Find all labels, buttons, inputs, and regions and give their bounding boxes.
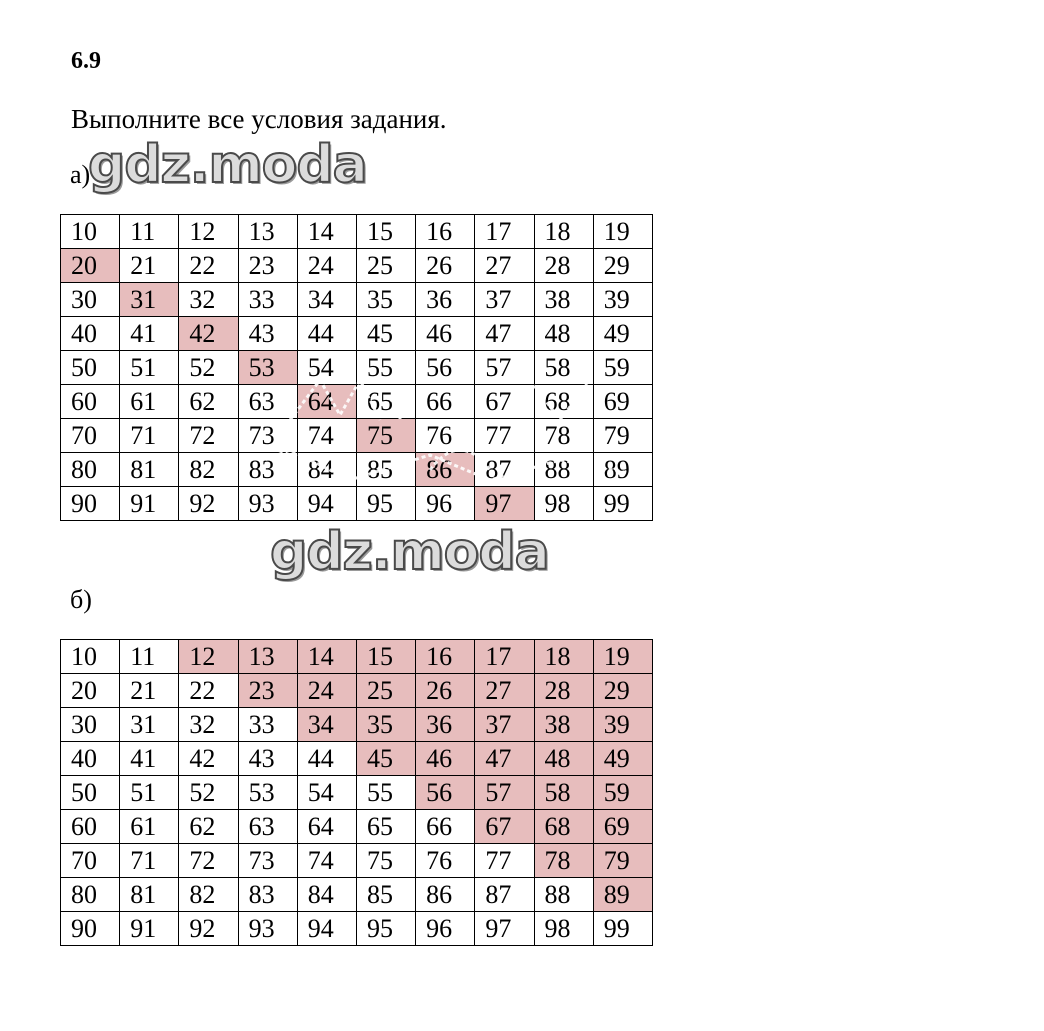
grid-cell: 37 xyxy=(475,283,534,317)
grid-cell: 49 xyxy=(593,317,652,351)
grid-cell: 53 xyxy=(238,776,297,810)
grid-cell: 52 xyxy=(179,351,238,385)
grid-cell: 15 xyxy=(356,215,415,249)
grid-row xyxy=(61,742,653,776)
grid-cell: 57 xyxy=(475,351,534,385)
grid-cell: 33 xyxy=(238,708,297,742)
grid-cell: 23 xyxy=(238,249,297,283)
grid-cell: 84 xyxy=(297,878,356,912)
grid-cell: 43 xyxy=(238,317,297,351)
grid-cell-highlighted: 15 xyxy=(356,640,415,674)
grid-cell-highlighted: 14 xyxy=(297,640,356,674)
grid-cell-highlighted: 97 xyxy=(475,487,534,521)
grid-cell: 78 xyxy=(534,419,593,453)
grid-cell: 27 xyxy=(475,249,534,283)
grid-row xyxy=(61,810,653,844)
grid-cell: 60 xyxy=(61,385,120,419)
grid-cell: 38 xyxy=(534,283,593,317)
grid-cell-highlighted: 67 xyxy=(475,810,534,844)
grid-cell-highlighted: 47 xyxy=(475,742,534,776)
grid-cell: 56 xyxy=(416,351,475,385)
grid-cell-highlighted: 23 xyxy=(238,674,297,708)
grid-cell: 29 xyxy=(593,249,652,283)
grid-cell: 18 xyxy=(534,215,593,249)
grid-cell-highlighted: 58 xyxy=(534,776,593,810)
grid-row xyxy=(61,674,653,708)
grid-cell-highlighted: 56 xyxy=(416,776,475,810)
grid-cell: 74 xyxy=(297,419,356,453)
grid-cell: 72 xyxy=(179,844,238,878)
grid-cell: 17 xyxy=(475,215,534,249)
grid-cell: 59 xyxy=(593,351,652,385)
grid-cell: 90 xyxy=(61,487,120,521)
grid-cell: 30 xyxy=(61,283,120,317)
grid-cell-highlighted: 26 xyxy=(416,674,475,708)
grid-cell-highlighted: 89 xyxy=(593,878,652,912)
grid-cell-highlighted: 39 xyxy=(593,708,652,742)
grid-cell: 21 xyxy=(120,674,179,708)
grid-cell: 63 xyxy=(238,385,297,419)
grid-cell: 80 xyxy=(61,878,120,912)
grid-cell: 71 xyxy=(120,844,179,878)
grid-cell-highlighted: 16 xyxy=(416,640,475,674)
grid-cell-highlighted: 29 xyxy=(593,674,652,708)
grid-cell-highlighted: 64 xyxy=(297,385,356,419)
grid-cell-highlighted: 18 xyxy=(534,640,593,674)
grid-cell: 82 xyxy=(179,878,238,912)
grid-cell: 10 xyxy=(61,640,120,674)
grid-cell-highlighted: 75 xyxy=(356,419,415,453)
grid-cell-highlighted: 59 xyxy=(593,776,652,810)
grid-cell: 67 xyxy=(475,385,534,419)
grid-cell: 85 xyxy=(356,878,415,912)
grid-cell: 45 xyxy=(356,317,415,351)
grid-cell: 99 xyxy=(593,912,652,946)
grid-row xyxy=(61,878,653,912)
grid-cell: 72 xyxy=(179,419,238,453)
grid-cell: 50 xyxy=(61,351,120,385)
grid-row xyxy=(61,283,653,317)
grid-cell: 85 xyxy=(356,453,415,487)
grid-cell: 51 xyxy=(120,776,179,810)
grid-cell-highlighted: 12 xyxy=(179,640,238,674)
grid-cell: 76 xyxy=(416,419,475,453)
grid-cell: 82 xyxy=(179,453,238,487)
grid-cell: 44 xyxy=(297,317,356,351)
grid-cell: 93 xyxy=(238,912,297,946)
grid-cell: 20 xyxy=(61,674,120,708)
grid-cell-highlighted: 68 xyxy=(534,810,593,844)
grid-row xyxy=(61,419,653,453)
grid-cell: 35 xyxy=(356,283,415,317)
grid-cell: 83 xyxy=(238,878,297,912)
grid-cell: 22 xyxy=(179,674,238,708)
grid-cell: 31 xyxy=(120,708,179,742)
grid-cell: 40 xyxy=(61,742,120,776)
grid-cell: 55 xyxy=(356,351,415,385)
grid-cell: 40 xyxy=(61,317,120,351)
grid-cell: 25 xyxy=(356,249,415,283)
grid-cell: 42 xyxy=(179,742,238,776)
grid-cell: 98 xyxy=(534,912,593,946)
grid-cell-highlighted: 19 xyxy=(593,640,652,674)
grid-cell: 96 xyxy=(416,912,475,946)
grid-cell: 36 xyxy=(416,283,475,317)
task-number: 6.9 xyxy=(71,48,101,74)
part-a-label: а) xyxy=(70,160,91,189)
grid-cell-highlighted: 13 xyxy=(238,640,297,674)
grid-cell-highlighted: 49 xyxy=(593,742,652,776)
grid-cell: 73 xyxy=(238,844,297,878)
grid-cell: 11 xyxy=(120,640,179,674)
grid-cell: 95 xyxy=(356,912,415,946)
grid-cell: 70 xyxy=(61,419,120,453)
grid-cell: 47 xyxy=(475,317,534,351)
grid-cell: 83 xyxy=(238,453,297,487)
grid-row xyxy=(61,249,653,283)
grid-cell: 14 xyxy=(297,215,356,249)
grid-cell-highlighted: 42 xyxy=(179,317,238,351)
grid-cell: 10 xyxy=(61,215,120,249)
grid-row xyxy=(61,317,653,351)
grid-cell-highlighted: 48 xyxy=(534,742,593,776)
grid-cell-highlighted: 17 xyxy=(475,640,534,674)
grid-cell: 96 xyxy=(416,487,475,521)
grid-cell: 61 xyxy=(120,810,179,844)
grid-cell: 16 xyxy=(416,215,475,249)
grid-cell: 22 xyxy=(179,249,238,283)
grid-cell: 95 xyxy=(356,487,415,521)
grid-cell: 28 xyxy=(534,249,593,283)
grid-row xyxy=(61,844,653,878)
grid-cell: 33 xyxy=(238,283,297,317)
grid-cell: 76 xyxy=(416,844,475,878)
grid-cell: 54 xyxy=(297,351,356,385)
grid-cell: 93 xyxy=(238,487,297,521)
grid-cell: 66 xyxy=(416,810,475,844)
grid-row xyxy=(61,385,653,419)
grid-cell: 86 xyxy=(416,878,475,912)
grid-cell-highlighted: 78 xyxy=(534,844,593,878)
grid-cell: 64 xyxy=(297,810,356,844)
grid-cell-highlighted: 45 xyxy=(356,742,415,776)
grid-cell: 50 xyxy=(61,776,120,810)
grid-row xyxy=(61,487,653,521)
grid-cell: 69 xyxy=(593,385,652,419)
grid-cell: 99 xyxy=(593,487,652,521)
grid-cell: 44 xyxy=(297,742,356,776)
grid-cell: 87 xyxy=(475,878,534,912)
grid-cell: 92 xyxy=(179,487,238,521)
grid-cell-highlighted: 35 xyxy=(356,708,415,742)
grid-cell-highlighted: 31 xyxy=(120,283,179,317)
grid-cell: 94 xyxy=(297,487,356,521)
grid-row xyxy=(61,640,653,674)
grid-cell: 21 xyxy=(120,249,179,283)
grid-cell: 84 xyxy=(297,453,356,487)
grid-cell: 12 xyxy=(179,215,238,249)
grid-cell-highlighted: 36 xyxy=(416,708,475,742)
grid-cell-highlighted: 86 xyxy=(416,453,475,487)
grid-cell: 32 xyxy=(179,708,238,742)
grid-cell: 94 xyxy=(297,912,356,946)
grid-cell: 54 xyxy=(297,776,356,810)
grid-cell: 52 xyxy=(179,776,238,810)
grid-cell: 62 xyxy=(179,810,238,844)
grid-cell-highlighted: 53 xyxy=(238,351,297,385)
grid-cell: 79 xyxy=(593,419,652,453)
grid-cell: 88 xyxy=(534,878,593,912)
grid-cell: 81 xyxy=(120,453,179,487)
watermark-logo-middle: gdz.moda xyxy=(270,522,549,582)
grid-cell-highlighted: 27 xyxy=(475,674,534,708)
grid-cell: 43 xyxy=(238,742,297,776)
grid-cell: 13 xyxy=(238,215,297,249)
grid-cell: 75 xyxy=(356,844,415,878)
grid-cell: 55 xyxy=(356,776,415,810)
grid-cell: 39 xyxy=(593,283,652,317)
part-b-label: б) xyxy=(70,585,92,614)
grid-row xyxy=(61,453,653,487)
grid-row xyxy=(61,708,653,742)
grid-cell: 98 xyxy=(534,487,593,521)
grid-cell: 74 xyxy=(297,844,356,878)
grid-cell: 91 xyxy=(120,487,179,521)
grid-cell: 11 xyxy=(120,215,179,249)
watermark-logo-top: gdz.moda xyxy=(88,135,367,195)
grid-cell: 61 xyxy=(120,385,179,419)
grid-cell: 60 xyxy=(61,810,120,844)
number-grid-b xyxy=(60,639,653,946)
grid-cell: 26 xyxy=(416,249,475,283)
grid-cell-highlighted: 57 xyxy=(475,776,534,810)
grid-cell: 51 xyxy=(120,351,179,385)
grid-cell: 88 xyxy=(534,453,593,487)
grid-cell: 70 xyxy=(61,844,120,878)
grid-cell-highlighted: 25 xyxy=(356,674,415,708)
grid-cell: 65 xyxy=(356,810,415,844)
grid-cell: 81 xyxy=(120,878,179,912)
grid-cell: 92 xyxy=(179,912,238,946)
grid-cell: 87 xyxy=(475,453,534,487)
task-instruction: Выполните все условия задания. xyxy=(71,104,447,134)
grid-cell: 19 xyxy=(593,215,652,249)
grid-row xyxy=(61,912,653,946)
grid-cell: 90 xyxy=(61,912,120,946)
grid-cell: 34 xyxy=(297,283,356,317)
grid-cell: 41 xyxy=(120,742,179,776)
grid-cell: 91 xyxy=(120,912,179,946)
grid-cell: 62 xyxy=(179,385,238,419)
grid-cell-highlighted: 79 xyxy=(593,844,652,878)
grid-cell: 63 xyxy=(238,810,297,844)
grid-cell: 66 xyxy=(416,385,475,419)
grid-row xyxy=(61,776,653,810)
grid-cell: 77 xyxy=(475,844,534,878)
number-grid-a xyxy=(60,214,653,521)
grid-cell: 71 xyxy=(120,419,179,453)
grid-row xyxy=(61,351,653,385)
grid-cell: 48 xyxy=(534,317,593,351)
grid-cell: 80 xyxy=(61,453,120,487)
grid-cell-highlighted: 46 xyxy=(416,742,475,776)
grid-cell: 30 xyxy=(61,708,120,742)
grid-cell-highlighted: 24 xyxy=(297,674,356,708)
grid-cell: 41 xyxy=(120,317,179,351)
grid-cell: 97 xyxy=(475,912,534,946)
grid-cell-highlighted: 38 xyxy=(534,708,593,742)
grid-cell-highlighted: 28 xyxy=(534,674,593,708)
grid-cell-highlighted: 20 xyxy=(61,249,120,283)
grid-row xyxy=(61,215,653,249)
grid-cell-highlighted: 37 xyxy=(475,708,534,742)
grid-cell: 68 xyxy=(534,385,593,419)
grid-cell-highlighted: 69 xyxy=(593,810,652,844)
grid-cell: 89 xyxy=(593,453,652,487)
grid-cell: 58 xyxy=(534,351,593,385)
grid-cell: 24 xyxy=(297,249,356,283)
grid-cell: 77 xyxy=(475,419,534,453)
grid-cell: 65 xyxy=(356,385,415,419)
grid-cell-highlighted: 34 xyxy=(297,708,356,742)
grid-cell: 73 xyxy=(238,419,297,453)
grid-cell: 46 xyxy=(416,317,475,351)
grid-cell: 32 xyxy=(179,283,238,317)
